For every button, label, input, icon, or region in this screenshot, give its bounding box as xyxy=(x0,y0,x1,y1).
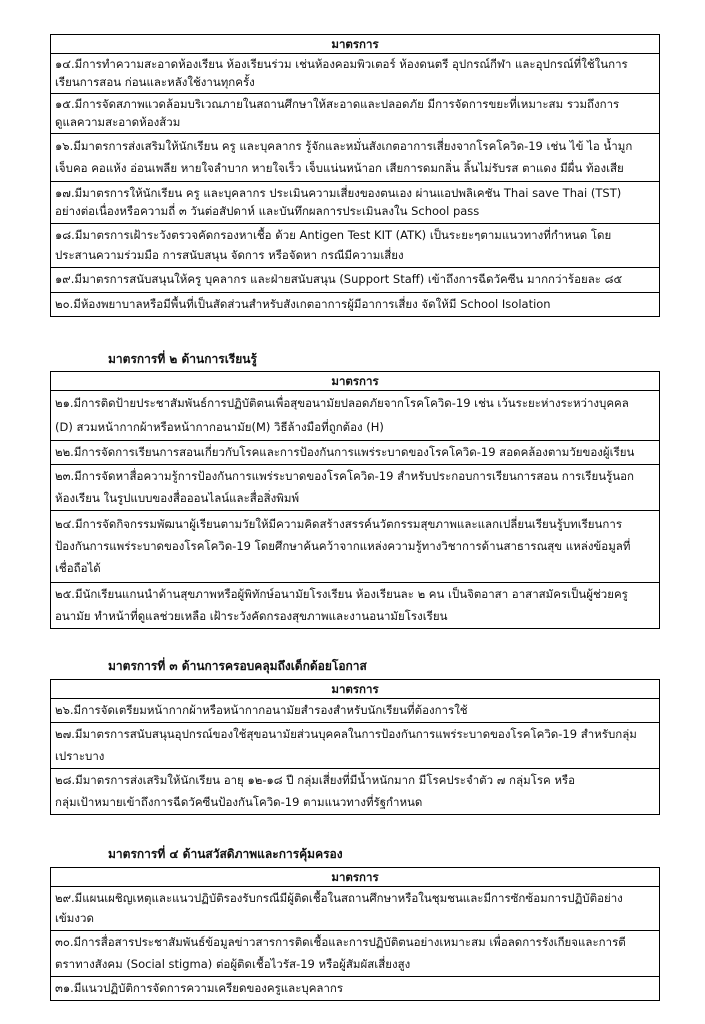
table-row-19 xyxy=(51,268,660,293)
measures-table xyxy=(50,867,660,1001)
measures-table-welfare xyxy=(50,867,660,1001)
measure-text: ๓๐.มีการสื่อสารประชาสัมพันธ์ข้อมูลข่าวสารการติดเชื้อและการปฏิบัติตนอย่างเหมาะสม เพื่อลดการรังเกียจและการตี xyxy=(55,934,626,949)
measure-text: ๒๕.มีนักเรียนแกนนำด้านสุขภาพหรือผู้พิทักษ์อนามัยโรงเรียน ห้องเรียนละ ๒ คน เป็นจิตอาสา อาสาสมัครเป็นผู้ช่วยครู xyxy=(55,586,628,601)
measure-text: เชื่อถือได้ xyxy=(55,560,101,575)
table-header: มาตรการ xyxy=(51,868,660,887)
table-header: มาตรการ xyxy=(51,372,660,391)
table-row-20 xyxy=(51,293,660,317)
measure-text: ๒๗.มีมาตรการสนับสนุนอุปกรณ์ของใช้สุขอนามัยส่วนบุคคลในการป้องกันการแพร่ระบาดของโรคโควิด-19 สำหรับกลุ่ม xyxy=(55,726,637,741)
measure-text: ๑๔.มีการทำความสะอาดห้องเรียน ห้องเรียนร่วม เช่นห้องคอมพิวเตอร์ ห้องดนตรี อุปกรณ์กีฬา และอุปกรณ์ที่ใช้ในการ xyxy=(55,56,628,71)
table-header: มาตรการ xyxy=(51,35,660,54)
measure-text: ดูแลความสะอาดห้องส้วม xyxy=(55,114,181,129)
measure-text: ๒๖.มีการจัดเตรียมหน้ากากผ้าหรือหน้ากากอนามัยสำรองสำหรับนักเรียนที่ต้องการใช้ xyxy=(55,702,468,717)
measure-text: ๒๑.มีการติดป้ายประชาสัมพันธ์การปฏิบัติตนเพื่อสุขอนามัยปลอดภัยจากโรคโควิด-19 เช่น เว้นระยะห่างระหว่างบุคคล xyxy=(55,395,629,410)
measure-text: ๒๘.มีมาตรการส่งเสริมให้นักเรียน อายุ ๑๒-๑๘ ปี กลุ่มเสี่ยงที่มีน้ำหนักมาก มีโรคประจำตัว ๗ กลุ่มโรค หรือ xyxy=(55,772,576,787)
table-row-27 xyxy=(51,723,660,769)
measure-text: เรียนการสอน ก่อนและหลังใช้งานทุกครั้ง xyxy=(55,74,255,89)
table-row-22 xyxy=(51,441,660,465)
measure-text: ตราทางสังคม (Social stigma) ต่อผู้ติดเชื้อไวรัส-19 หรือผู้สัมผัสเสี่ยงสูง xyxy=(55,956,411,971)
table-row-14 xyxy=(51,54,660,94)
table-row-16 xyxy=(51,134,660,182)
measures-table-learning xyxy=(50,371,660,629)
section-title-learning: มาตรการที่ ๒ ด้านการเรียนรู้ xyxy=(108,352,257,366)
table-row-18 xyxy=(51,224,660,268)
section-title-disadvantaged: มาตรการที่ ๓ ด้านการครอบคลุมถึงเด็กด้อยโอกาส xyxy=(108,659,367,673)
measure-text: เปราะบาง xyxy=(55,748,105,763)
table-row-24 xyxy=(51,511,660,583)
measures-table-disadvantaged xyxy=(50,679,660,815)
measure-text: ๑๗.มีมาตรการให้นักเรียน ครู และบุคลากร ประเมินความเสี่ยงของตนเอง ผ่านแอปพลิเคชัน Thai save Thai (TST) xyxy=(55,185,622,200)
measure-text: ป้องกันการแพร่ระบาดของโรคโควิด-19 โดยศึกษาค้นคว้าจากแหล่งความรู้ทางวิชาการด้านสาธารณสุข แหล่งข้อมูลที่ xyxy=(55,538,631,553)
measure-text: เข้มงวด xyxy=(55,910,94,925)
table-row-31 xyxy=(51,977,660,1001)
measures-table-continued xyxy=(50,34,660,317)
table-row-25 xyxy=(51,583,660,629)
measure-text: ๑๘.มีมาตรการเฝ้าระวังตรวจคัดกรองหาเชื้อ ด้วย Antigen Test KIT (ATK) เป็นระยะๆตามแนวทางที่กำหนด โดย xyxy=(55,227,612,242)
table-row-21 xyxy=(51,391,660,441)
measure-text: ๒๔.มีการจัดกิจกรรมพัฒนาผู้เรียนตามวัยให้มีความคิดสร้างสรรค์นวัตกรรมสุขภาพและแลกเปลี่ยนเรียนรู้บทเรียนการ xyxy=(55,516,623,531)
measures-table xyxy=(50,371,660,629)
measure-text: ๒๒.มีการจัดการเรียนการสอนเกี่ยวกับโรคและการป้องกันการแพร่ระบาดของโรคโควิด-19 สอดคล้องตามวัยของผู้เรียน xyxy=(55,444,635,459)
measure-text: ๑๕.มีการจัดสภาพแวดล้อมบริเวณภายในสถานศึกษาให้สะอาดและปลอดภัย มีการจัดการขยะที่เหมาะสม รวมถึงการ xyxy=(55,96,620,111)
measure-text: อนามัย ทำหน้าที่ดูแลช่วยเหลือ เฝ้าระวังคัดกรองสุขภาพและงานอนามัยโรงเรียน xyxy=(55,608,448,623)
table-row-23 xyxy=(51,465,660,511)
measures-table xyxy=(50,34,660,317)
measure-text: ๑๖.มีมาตรการส่งเสริมให้นักเรียน ครู และบุคลากร รู้จักและหมั่นสังเกตอาการเสี่ยงจากโรคโควิด-19 เช่น ไข้ ไอ น้ำมูก xyxy=(55,138,633,153)
table-row-15 xyxy=(51,94,660,134)
table-row-26 xyxy=(51,699,660,723)
measure-text: ๒๐.มีห้องพยาบาลหรือมีพื้นที่เป็นสัดส่วนสำหรับสังเกตอาการผู้มีอาการเสี่ยง จัดให้มี School Isolation xyxy=(55,296,551,311)
table-header: มาตรการ xyxy=(51,680,660,699)
measure-text: เจ็บคอ คอแห้ง อ่อนเพลีย หายใจลำบาก หายใจเร็ว เจ็บแน่นหน้าอก เสียการดมกลิ่น ลิ้นไม่รับรส ตาแดง มีผื่น ท้องเสีย xyxy=(55,160,624,175)
table-row-17 xyxy=(51,182,660,224)
measure-text: ๒๓.มีการจัดหาสื่อความรู้การป้องกันการแพร่ระบาดของโรคโควิด-19 สำหรับประกอบการเรียนการสอน การเรียนรู้นอก xyxy=(55,468,634,483)
measure-text: ๑๙.มีมาตรการสนับสนุนให้ครู บุคลากร และฝ่ายสนับสนุน (Support Staff) เข้าถึงการฉีดวัคซีน มากกว่าร้อยละ ๘๕ xyxy=(55,272,623,286)
section-title-welfare: มาตรการที่ ๔ ด้านสวัสดิภาพและการคุ้มครอง xyxy=(108,847,343,861)
measure-text: กลุ่มเป้าหมายเข้าถึงการฉีดวัคซีนป้องกันโควิด-19 ตามแนวทางที่รัฐกำหนด xyxy=(55,794,423,809)
table-row-30 xyxy=(51,931,660,977)
measure-text: ห้องเรียน ในรูปแบบของสื่อออนไลน์และสื่อสิ่งพิมพ์ xyxy=(55,490,300,505)
table-row-29 xyxy=(51,887,660,931)
measures-table xyxy=(50,679,660,815)
measure-text: อย่างต่อเนื่องหรือความถี่ ๓ วันต่อสัปดาห์ และบันทึกผลการประเมินลงใน School pass xyxy=(55,203,480,218)
measure-text: ประสานความร่วมมือ การสนับสนุน จัดการ หรือจัดหา กรณีมีความเสี่ยง xyxy=(55,247,404,262)
table-row-28 xyxy=(51,769,660,815)
measure-text: ๒๙.มีแผนเผชิญเหตุและแนวปฏิบัติรองรับกรณีมีผู้ติดเชื้อในสถานศึกษาหรือในชุมชนและมีการซักซ้อมการปฏิบัติอย่าง xyxy=(55,890,623,905)
measure-text: (D) สวมหน้ากากผ้าหรือหน้ากากอนามัย(M) วิธีล้างมือที่ถูกต้อง (H) xyxy=(55,419,384,434)
measure-text: ๓๑.มีแนวปฏิบัติการจัดการความเครียดของครูและบุคลากร xyxy=(55,980,344,995)
